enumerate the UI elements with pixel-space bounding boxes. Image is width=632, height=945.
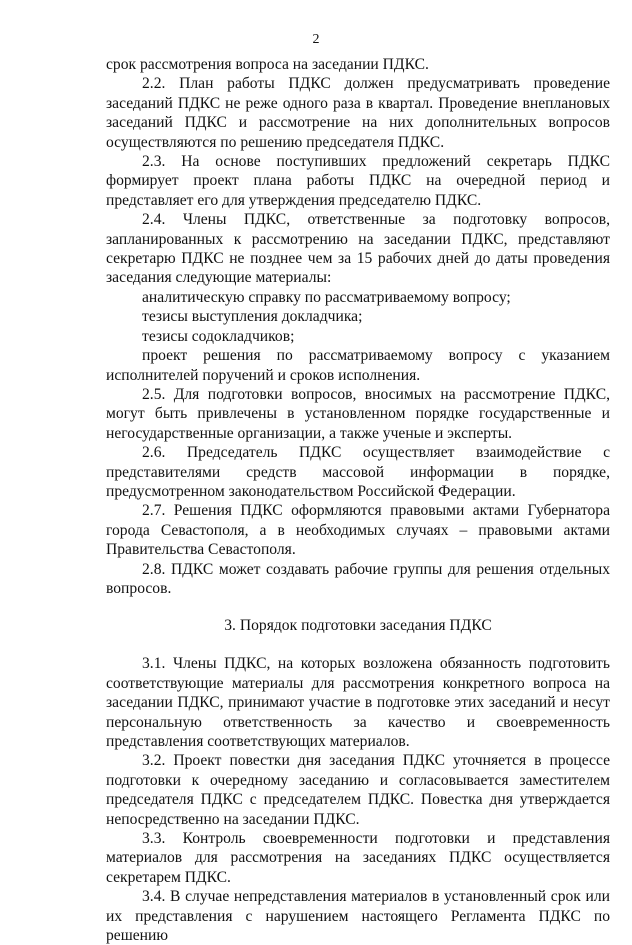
- paragraph-3-2: 3.2. Проект повестки дня заседания ПДКС уточняется в процессе подготовки к очередному заседанию и согласовывается заместителем председателя ПДКС с председателем ПДКС. Повестка дня утверждается непосредственно на заседании ПДКС.: [106, 752, 610, 828]
- paragraph-2-6: 2.6. Председатель ПДКС осуществляет взаимодействие с представителями средств массовой информации в порядке, предусмотренном законодательством Российской Федерации.: [106, 444, 610, 500]
- paragraph-2-4: 2.4. Члены ПДКС, ответственные за подготовку вопросов, запланированных к рассмотрению на заседании ПДКС, представляют секретарю ПДКС не позднее чем за 15 рабочих дней до даты проведения заседания следующие материалы:: [106, 211, 610, 287]
- paragraph-2-2: 2.2. План работы ПДКС должен предусматривать проведение заседаний ПДКС не реже одного раза в квартал. Проведение внеплановых заседаний ПДКС и рассмотрение на них дополнительных вопросов осуществляются по решению председателя ПДКС.: [106, 75, 610, 151]
- document-body: [106, 55, 610, 945]
- section-2-continued: [106, 55, 610, 598]
- paragraph-2-3: 2.3. На основе поступивших предложений секретарь ПДКС формирует проект плана работы ПДКС на очередной период и представляет его для утверждения председателю ПДКС.: [106, 153, 610, 209]
- paragraph-2-7: 2.7. Решения ПДКС оформляются правовыми актами Губернатора города Севастополя, а в необходимых случаях – правовыми актами Правительства Севастополя.: [106, 502, 610, 559]
- list-item: аналитическую справку по рассматриваемому вопросу;: [142, 288, 511, 306]
- paragraph-2-8: 2.8. ПДКС может создавать рабочие группы для решения отдельных вопросов.: [106, 560, 610, 597]
- paragraph-cont: срок рассмотрения вопроса на заседании ПДКС.: [106, 56, 429, 73]
- paragraph-3-3: 3.3. Контроль своевременности подготовки и представления материалов для рассмотрения на заседаниях ПДКС осуществляется секретарем ПДКС.: [106, 830, 610, 886]
- page-number: 2: [312, 32, 320, 47]
- paragraph-2-5: 2.5. Для подготовки вопросов, вносимых на рассмотрение ПДКС, могут быть привлечены в установленном порядке государственные и негосударственные организации, а также ученые и эксперты.: [106, 385, 610, 442]
- paragraph-3-1: 3.1. Члены ПДКС, на которых возложена обязанность подготовить соответствующие материалы для рассмотрения конкретного вопроса на заседании ПДКС, принимают участие в подготовке этих заседаний и несут персональную ответственность за качество и своевременность представления соответствующих материалов.: [106, 655, 610, 750]
- paragraph-3-4: 3.4. В случае непредставления материалов в установленный срок или их представления с нарушением настоящего Регламента ПДКС по решению: [106, 888, 610, 945]
- list-item: тезисы выступления докладчика;: [142, 308, 363, 326]
- section-3-body: [106, 654, 610, 945]
- list-item: проект решения по рассматриваемому вопросу с указанием исполнителей поручений и сроков исполнения.: [106, 347, 610, 384]
- list-item: тезисы содокладчиков;: [142, 327, 295, 345]
- section-3-heading: 3. Порядок подготовки заседания ПДКС: [224, 617, 492, 635]
